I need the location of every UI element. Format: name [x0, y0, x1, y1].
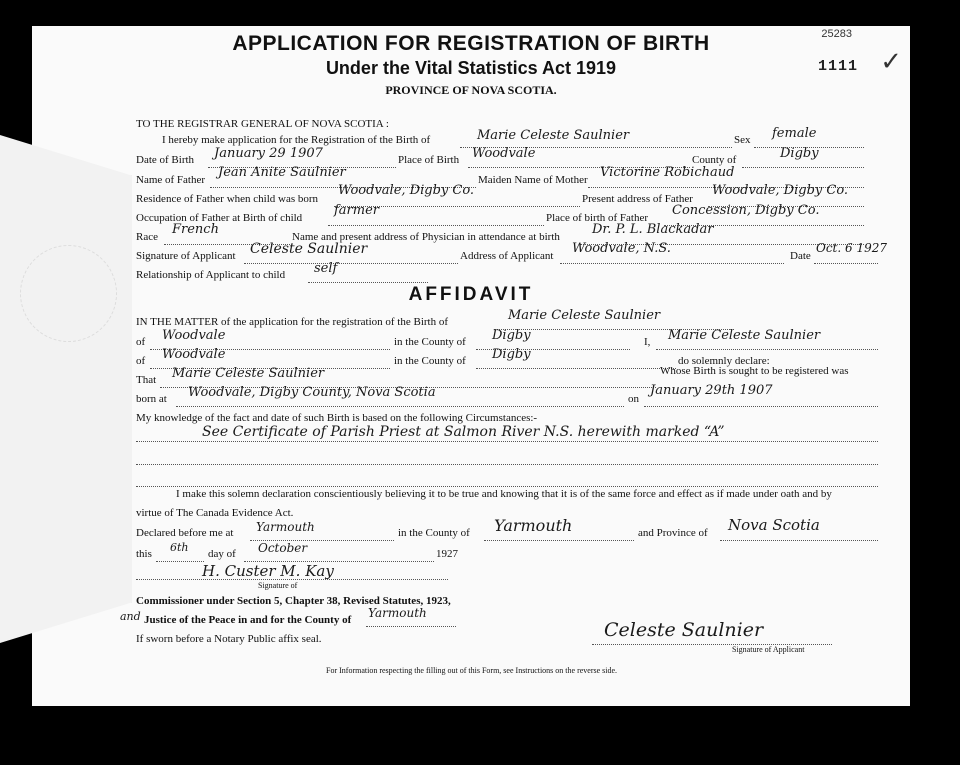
whose-birth-text: Whose Birth is sought to be registered was [660, 365, 849, 377]
form-subtitle: Under the Vital Statistics Act 1919 [325, 58, 617, 78]
relationship-line [308, 282, 428, 283]
province-heading: PROVINCE OF NOVA SCOTIA. [385, 83, 557, 97]
birth-registration-form [32, 26, 910, 706]
county-line [742, 167, 864, 168]
knowledge-text: My knowledge of the fact and date of such Birth is based on the following Circumstances:- [136, 412, 538, 424]
applicant-signature: Celeste Saulnier [604, 619, 764, 641]
matter-name: Marie Celeste Saulnier [508, 308, 661, 323]
physician-value: Dr. P. L. Blackadar [592, 222, 714, 237]
in-county-label-2: in the County of [394, 355, 466, 367]
county-line-2 [476, 368, 676, 369]
year-value: 1927 [436, 548, 458, 560]
month-value: October [258, 541, 308, 555]
declared-county-line [484, 540, 634, 541]
notary-line: If sworn before a Notary Public affix seal. [136, 633, 322, 645]
check-mark-icon: ✓ [880, 46, 902, 76]
in-county-label-1: in the County of [394, 336, 466, 348]
county-label: County of [692, 154, 737, 166]
embossed-seal-icon [20, 245, 117, 342]
declared-county: Yarmouth [494, 516, 573, 535]
physician-label: Name and present address of Physician in attendance at birth [292, 231, 560, 243]
date-line [814, 263, 878, 264]
declarant-prefix: I, [644, 336, 651, 348]
sex-label: Sex [734, 134, 751, 146]
of-label-1: of [136, 336, 146, 348]
circumstances-line-3 [136, 486, 878, 487]
commissioner-line: Commissioner under Section 5, Chapter 38, Revised Statutes, 1923, [136, 595, 451, 607]
occupation-line [328, 225, 544, 226]
county-value: Digby [780, 146, 819, 161]
signature-value: Celeste Saulnier [250, 241, 368, 257]
of-label-2: of [136, 355, 146, 367]
that-label: That [136, 374, 157, 386]
applicant-address-value: Woodvale, N.S. [572, 241, 671, 256]
this-label: this [136, 548, 152, 560]
date-label: Date [790, 250, 811, 262]
day-of-label: day of [208, 548, 236, 560]
mother-value: Victorine Robichaud [600, 165, 735, 180]
father-label: Name of Father [136, 174, 206, 186]
circumstances-line-2 [136, 464, 878, 465]
race-label: Race [136, 231, 158, 243]
jp-county-line [366, 626, 456, 627]
father-birthplace-value: Concession, Digby Co. [672, 203, 820, 218]
affidavit-heading: AFFIDAVIT [408, 284, 534, 305]
declared-label: Declared before me at [136, 527, 234, 539]
province-line [720, 540, 878, 541]
born-at-label: born at [136, 393, 167, 405]
signature-of-caption: Signature of [258, 581, 298, 590]
on-label: on [628, 393, 639, 405]
residence-value: Woodvale, Digby Co. [338, 183, 475, 198]
signature-label: Signature of Applicant [136, 250, 236, 262]
province-value: Nova Scotia [728, 516, 820, 534]
of-value-1: Woodvale [162, 328, 226, 343]
addressee: TO THE REGISTRAR GENERAL OF NOVA SCOTIA : [136, 118, 389, 130]
applicant-signature-caption: Signature of Applicant [732, 645, 805, 654]
date-value: Oct. 6 1927 [816, 241, 887, 255]
form-title: APPLICATION FOR REGISTRATION OF BIRTH [232, 32, 710, 55]
jp-county: Yarmouth [368, 606, 427, 620]
born-at-line [176, 406, 624, 407]
applicant-address-label: Address of Applicant [460, 250, 554, 262]
footer-note: For Information respecting the filling out of this Form, see Instructions on the reverse side. [326, 666, 618, 675]
circumstances-value: See Certificate of Parish Priest at Salmon River N.S. herewith marked “A” [202, 424, 725, 440]
relationship-value: self [314, 261, 338, 276]
corner-note: 25283 [821, 28, 852, 40]
circumstances-line-1 [136, 441, 878, 442]
declared-place: Yarmouth [256, 520, 315, 534]
declaration-line-2: virtue of The Canada Evidence Act. [136, 507, 294, 519]
county-value-2: Digby [492, 347, 531, 362]
applicant-address-line [560, 263, 784, 264]
sex-value: female [772, 126, 817, 141]
child-name-value: Marie Celeste Saulnier [477, 128, 630, 143]
solemnly-text: do solemnly declare: [678, 355, 770, 367]
day-value: 6th [170, 541, 189, 554]
pob-label: Place of Birth [398, 154, 460, 166]
signature-line [244, 263, 458, 264]
in-county-of-label: in the County of [398, 527, 470, 539]
declarant-line [656, 349, 878, 350]
declarant-value: Marie Celeste Saulnier [668, 328, 821, 343]
race-value: French [172, 222, 219, 237]
born-on-line [644, 406, 878, 407]
form-number: 1111 [817, 58, 858, 75]
commissioner-signature: H. Custer M. Kay [202, 562, 334, 580]
father-birthplace-label: Place of birth of Father [546, 212, 649, 224]
dob-label: Date of Birth [136, 154, 195, 166]
born-at-value: Woodvale, Digby County, Nova Scotia [188, 385, 436, 400]
day-line [156, 561, 204, 562]
folded-paper-flap [0, 135, 132, 643]
province-label: and Province of [638, 527, 708, 539]
relationship-label: Relationship of Applicant to child [136, 269, 286, 281]
pob-value: Woodvale [472, 146, 536, 161]
jp-prefix: and [120, 610, 141, 623]
declaration-line-1: I make this solemn declaration conscientiously believing it to be true and knowing that it is of the same force and effect as if made under oath and by [176, 488, 832, 500]
jp-line: Justice of the Peace in and for the County of [144, 614, 352, 626]
father-value: Jean Anite Saulnier [218, 165, 346, 180]
commissioner-signature-line [136, 579, 448, 580]
county-value-1: Digby [492, 328, 531, 343]
matter-label: IN THE MATTER of the application for the registration of the Birth of [136, 316, 449, 328]
present-address-label: Present address of Father [582, 193, 693, 205]
that-value: Marie Celeste Saulnier [172, 366, 325, 381]
occupation-value: farmer [334, 203, 380, 218]
intro-label: I hereby make application for the Registration of the Birth of [162, 134, 431, 146]
of-value-2: Woodvale [162, 347, 226, 362]
mother-label: Maiden Name of Mother [478, 174, 588, 186]
residence-label: Residence of Father when child was born [136, 193, 319, 205]
occupation-label: Occupation of Father at Birth of child [136, 212, 303, 224]
born-on-value: January 29th 1907 [650, 383, 773, 398]
dob-value: January 29 1907 [214, 146, 323, 161]
present-address-value: Woodvale, Digby Co. [712, 183, 849, 198]
